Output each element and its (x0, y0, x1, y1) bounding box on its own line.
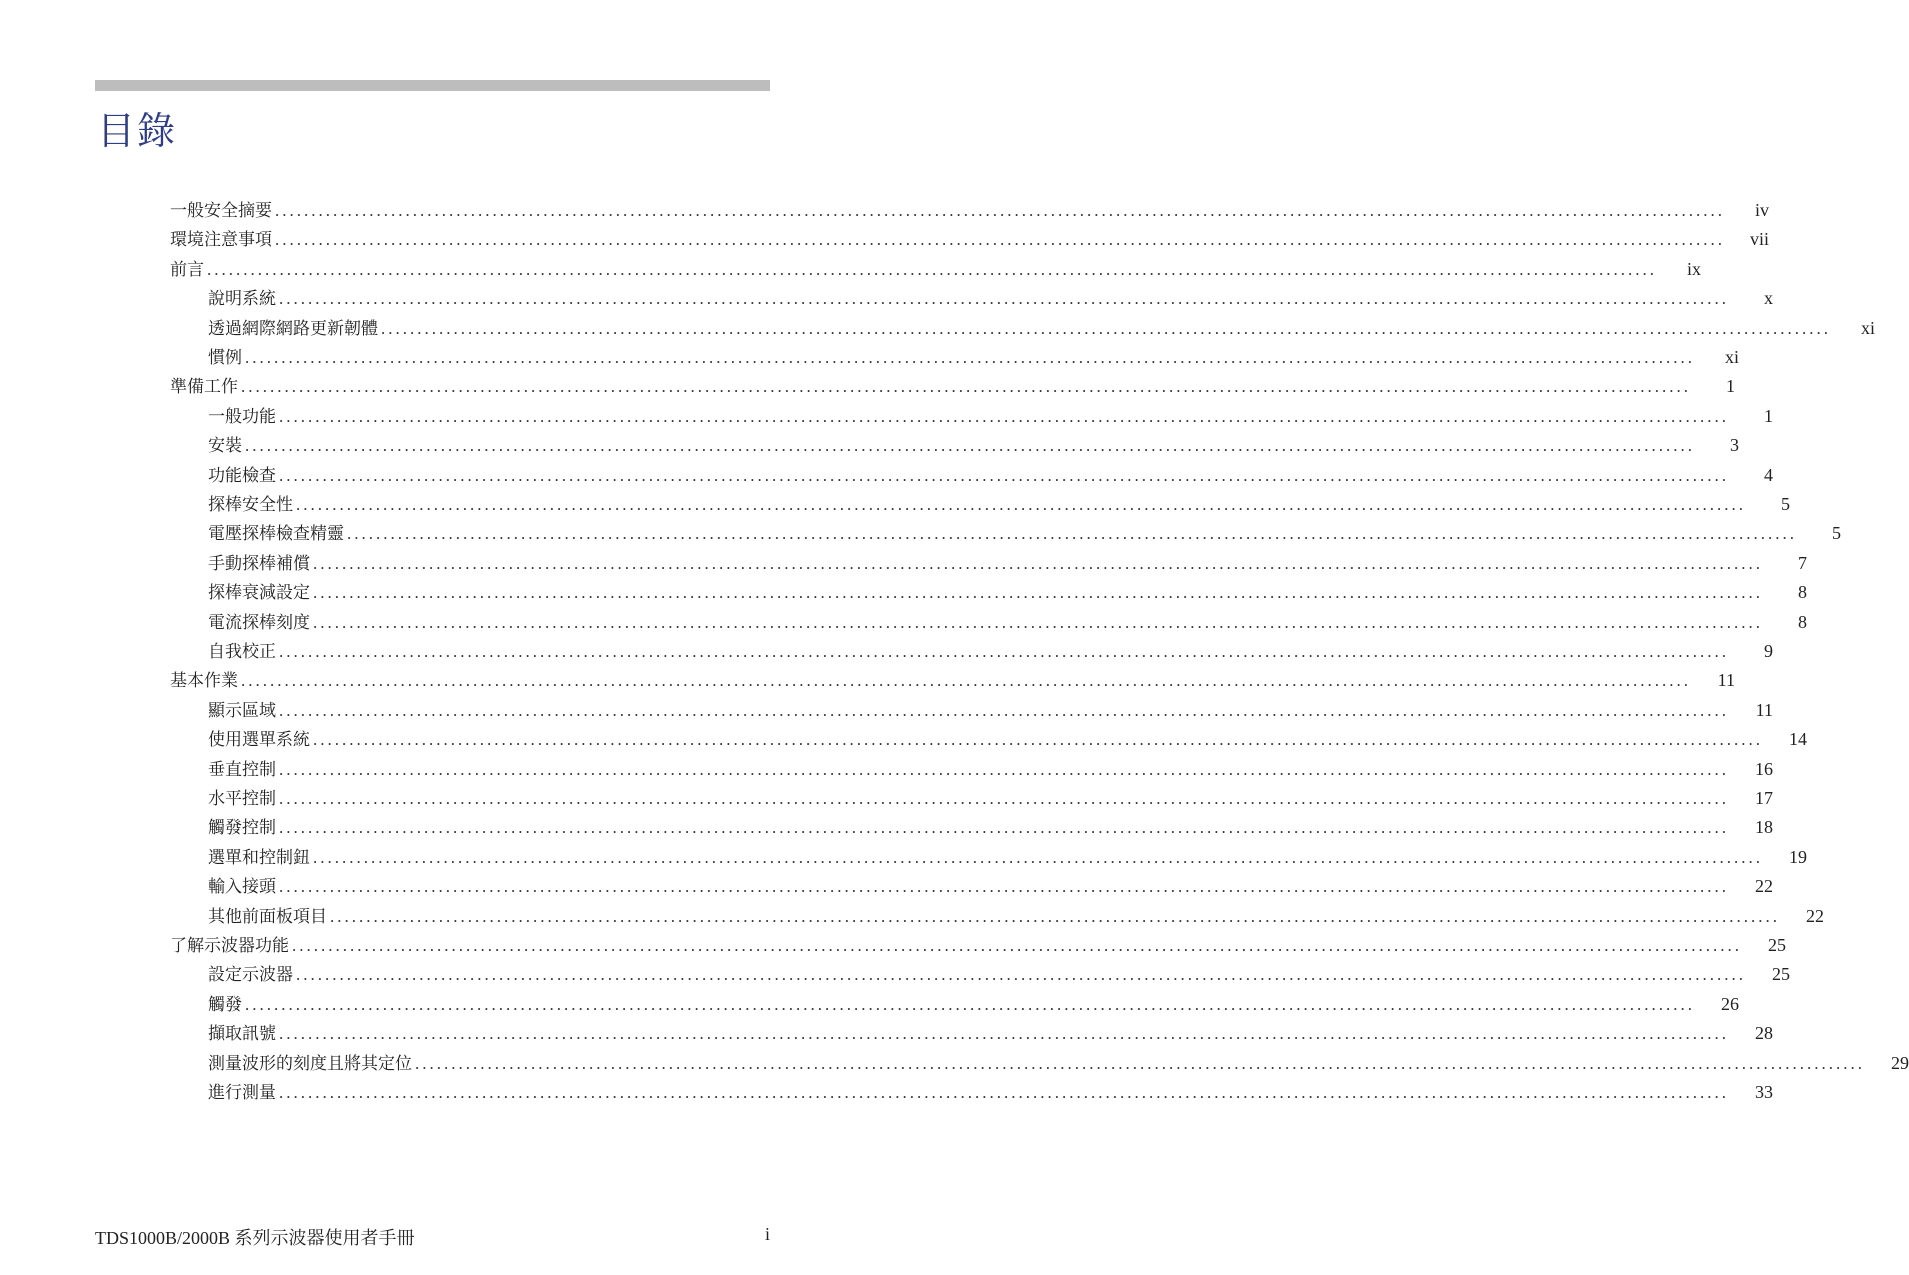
toc-entry[interactable] (0, 902, 1824, 931)
toc-entry-label: 準備工作 (170, 377, 238, 398)
toc-entry-page: 3 (1730, 435, 1739, 456)
toc-entry-label: 一般功能 (208, 406, 276, 427)
toc-entry-page: 33 (1755, 1082, 1773, 1102)
toc-leader-dots: ........................................................................................................................................................................................................ (245, 436, 1695, 456)
toc-entry-page: iv (1754, 200, 1769, 220)
toc-entry-label: 輸入接頭 (208, 877, 276, 898)
toc-entry[interactable] (0, 225, 1769, 254)
toc-entry-page: vii (1749, 229, 1769, 250)
toc-leader-dots: ........................................................................................................................................................................................................ (313, 847, 1763, 867)
toc-entry[interactable] (0, 872, 1773, 901)
toc-leader-dots: ........................................................................................................................................................................................................ (275, 230, 1725, 250)
toc-leader-dots: ........................................................................................................................................................................................................ (313, 553, 1763, 573)
toc-entry-page: 16 (1755, 758, 1773, 779)
toc-entry[interactable] (0, 755, 1773, 784)
toc-leader-dots: ........................................................................................................................................................................................................ (279, 289, 1729, 309)
toc-leader-dots: ........................................................................................................................................................................................................ (330, 906, 1780, 926)
toc-entry-page: 29 (1891, 1052, 1909, 1073)
toc-entry[interactable] (0, 578, 1807, 607)
toc-entry[interactable] (0, 402, 1773, 431)
toc-leader-dots: ........................................................................................................................................................................................................ (207, 259, 1657, 279)
toc-entry-page: 8 (1798, 582, 1807, 603)
toc-entry-label: 觸發 (208, 994, 242, 1015)
toc-entry-label: 測量波形的刻度且將其定位 (208, 1053, 412, 1074)
toc-entry-label: 使用選單系統 (208, 730, 310, 751)
toc-entry-label: 電流探棒刻度 (208, 612, 310, 633)
toc-entry[interactable] (0, 843, 1807, 872)
toc-entry[interactable] (0, 431, 1739, 460)
toc-entry-label: 顯示區域 (208, 700, 276, 721)
toc-entry[interactable] (0, 666, 1735, 695)
toc-entry[interactable] (0, 314, 1875, 343)
toc-entry-page: 4 (1764, 464, 1773, 485)
toc-leader-dots: ........................................................................................................................................................................................................ (313, 612, 1763, 632)
toc-entry[interactable] (0, 549, 1807, 578)
toc-entry-page: 26 (1721, 993, 1739, 1014)
toc-leader-dots: ........................................................................................................................................................................................................ (292, 936, 1742, 955)
toc-entry[interactable] (0, 490, 1790, 519)
toc-leader-dots: ........................................................................................................................................................................................................ (347, 524, 1797, 544)
toc-entry-label: 水平控制 (208, 789, 276, 809)
footer-title: TDS1000B/2000B 系列示波器使用者手冊 (95, 1228, 415, 1248)
toc-entry-label: 進行測量 (208, 1083, 276, 1103)
page-title: 目錄 (97, 109, 178, 153)
toc-entry[interactable] (0, 784, 1773, 813)
toc-entry[interactable] (0, 1019, 1773, 1048)
toc-entry-page: 1 (1764, 405, 1773, 426)
header-rule (95, 80, 770, 91)
toc-entry-page: 5 (1781, 494, 1790, 514)
toc-entry-page: xi (1724, 347, 1739, 367)
toc-leader-dots: ........................................................................................................................................................................................................ (245, 348, 1695, 367)
toc-leader-dots: ........................................................................................................................................................................................................ (296, 965, 1746, 985)
toc-leader-dots: ........................................................................................................................................................................................................ (313, 583, 1763, 603)
toc-leader-dots: ........................................................................................................................................................................................................ (279, 1083, 1729, 1102)
toc-entry-page: 18 (1755, 817, 1773, 838)
toc-entry-label: 擷取訊號 (208, 1024, 276, 1045)
toc-entry-page: 22 (1755, 876, 1773, 897)
toc-entry-label: 基本作業 (170, 671, 238, 692)
toc-leader-dots: ........................................................................................................................................................................................................ (279, 759, 1729, 779)
toc-entry-label: 選單和控制鈕 (208, 847, 310, 868)
toc-entry-label: 其他前面板項目 (208, 906, 327, 927)
toc-entry-label: 前言 (170, 259, 204, 280)
toc-leader-dots: ........................................................................................................................................................................................................ (279, 700, 1729, 720)
toc-entry[interactable] (0, 372, 1735, 401)
toc-leader-dots: ........................................................................................................................................................................................................ (241, 377, 1691, 397)
toc-leader-dots: ........................................................................................................................................................................................................ (279, 406, 1729, 426)
toc-leader-dots: ........................................................................................................................................................................................................ (279, 789, 1729, 808)
toc-entry-page: 9 (1764, 641, 1773, 661)
toc-leader-dots: ........................................................................................................................................................................................................ (279, 1024, 1729, 1044)
toc-entry-page: 11 (1717, 670, 1735, 691)
toc-entry[interactable] (0, 255, 1701, 284)
toc-entry-label: 慣例 (208, 348, 242, 368)
toc-entry[interactable] (0, 696, 1773, 725)
toc-entry-page: 11 (1755, 699, 1773, 720)
toc-leader-dots: ........................................................................................................................................................................................................ (275, 201, 1725, 220)
toc-entry-page: 1 (1726, 376, 1735, 397)
toc-entry-label: 手動探棒補償 (208, 553, 310, 574)
toc-entry-label: 垂直控制 (208, 759, 276, 780)
toc-entry-page: 14 (1789, 729, 1807, 750)
toc-entry[interactable] (0, 725, 1807, 754)
toc-entry-page: 25 (1772, 964, 1790, 985)
toc-entry[interactable] (0, 284, 1773, 313)
toc-leader-dots: ........................................................................................................................................................................................................ (296, 495, 1746, 514)
toc-entry-page: x (1764, 288, 1773, 309)
toc-entry-page: 7 (1798, 552, 1807, 573)
toc-entry-label: 自我校正 (208, 642, 276, 662)
toc-entry-label: 了解示波器功能 (170, 936, 289, 956)
toc-entry-page: 5 (1832, 523, 1841, 544)
toc-entry-label: 功能檢查 (208, 465, 276, 486)
toc-entry-label: 觸發控制 (208, 818, 276, 839)
toc-leader-dots: ........................................................................................................................................................................................................ (279, 818, 1729, 838)
toc-entry[interactable] (0, 461, 1773, 490)
toc-entry[interactable] (0, 813, 1773, 842)
toc-leader-dots: ........................................................................................................................................................................................................ (279, 465, 1729, 485)
toc-entry-page: 19 (1789, 846, 1807, 867)
toc-leader-dots: ........................................................................................................................................................................................................ (313, 730, 1763, 750)
toc-entry-page: 28 (1755, 1023, 1773, 1044)
toc-leader-dots: ........................................................................................................................................................................................................ (415, 1053, 1865, 1073)
toc-entry[interactable] (0, 519, 1841, 548)
toc-entry-label: 透過網際網路更新韌體 (208, 318, 378, 339)
toc-entry-label: 電壓探棒檢查精靈 (208, 524, 344, 545)
toc-entry[interactable] (0, 608, 1807, 637)
toc-entry[interactable] (0, 990, 1739, 1019)
toc-entry-page: 25 (1768, 935, 1786, 955)
toc-entry[interactable] (0, 1078, 1773, 1107)
footer-page-number: i (764, 1224, 770, 1244)
toc-entry-label: 說明系統 (208, 289, 276, 310)
toc-entry-label: 探棒衰減設定 (208, 583, 310, 604)
toc-entry[interactable] (0, 637, 1773, 666)
toc-entry-label: 設定示波器 (208, 965, 293, 986)
toc-entry[interactable] (0, 960, 1790, 989)
toc-leader-dots: ........................................................................................................................................................................................................ (381, 318, 1831, 338)
toc-entry[interactable] (0, 196, 1769, 225)
toc-entry-page: 22 (1806, 905, 1824, 926)
toc-entry-page: 8 (1798, 611, 1807, 632)
toc-entry-label: 環境注意事項 (170, 230, 272, 251)
toc-leader-dots: ........................................................................................................................................................................................................ (279, 877, 1729, 897)
toc-entry-page: xi (1860, 317, 1875, 338)
toc-entry[interactable] (0, 343, 1739, 372)
toc-leader-dots: ........................................................................................................................................................................................................ (279, 642, 1729, 661)
toc-entry-page: ix (1686, 258, 1701, 279)
toc-entry-label: 探棒安全性 (208, 495, 293, 515)
toc-entry-label: 安裝 (208, 436, 242, 457)
toc-entry-page: 17 (1755, 788, 1773, 808)
toc-leader-dots: ........................................................................................................................................................................................................ (241, 671, 1691, 691)
toc-entry[interactable] (0, 1049, 1909, 1078)
toc-entry[interactable] (0, 931, 1786, 960)
toc-entry-label: 一般安全摘要 (170, 201, 272, 221)
toc-leader-dots: ........................................................................................................................................................................................................ (245, 994, 1695, 1014)
